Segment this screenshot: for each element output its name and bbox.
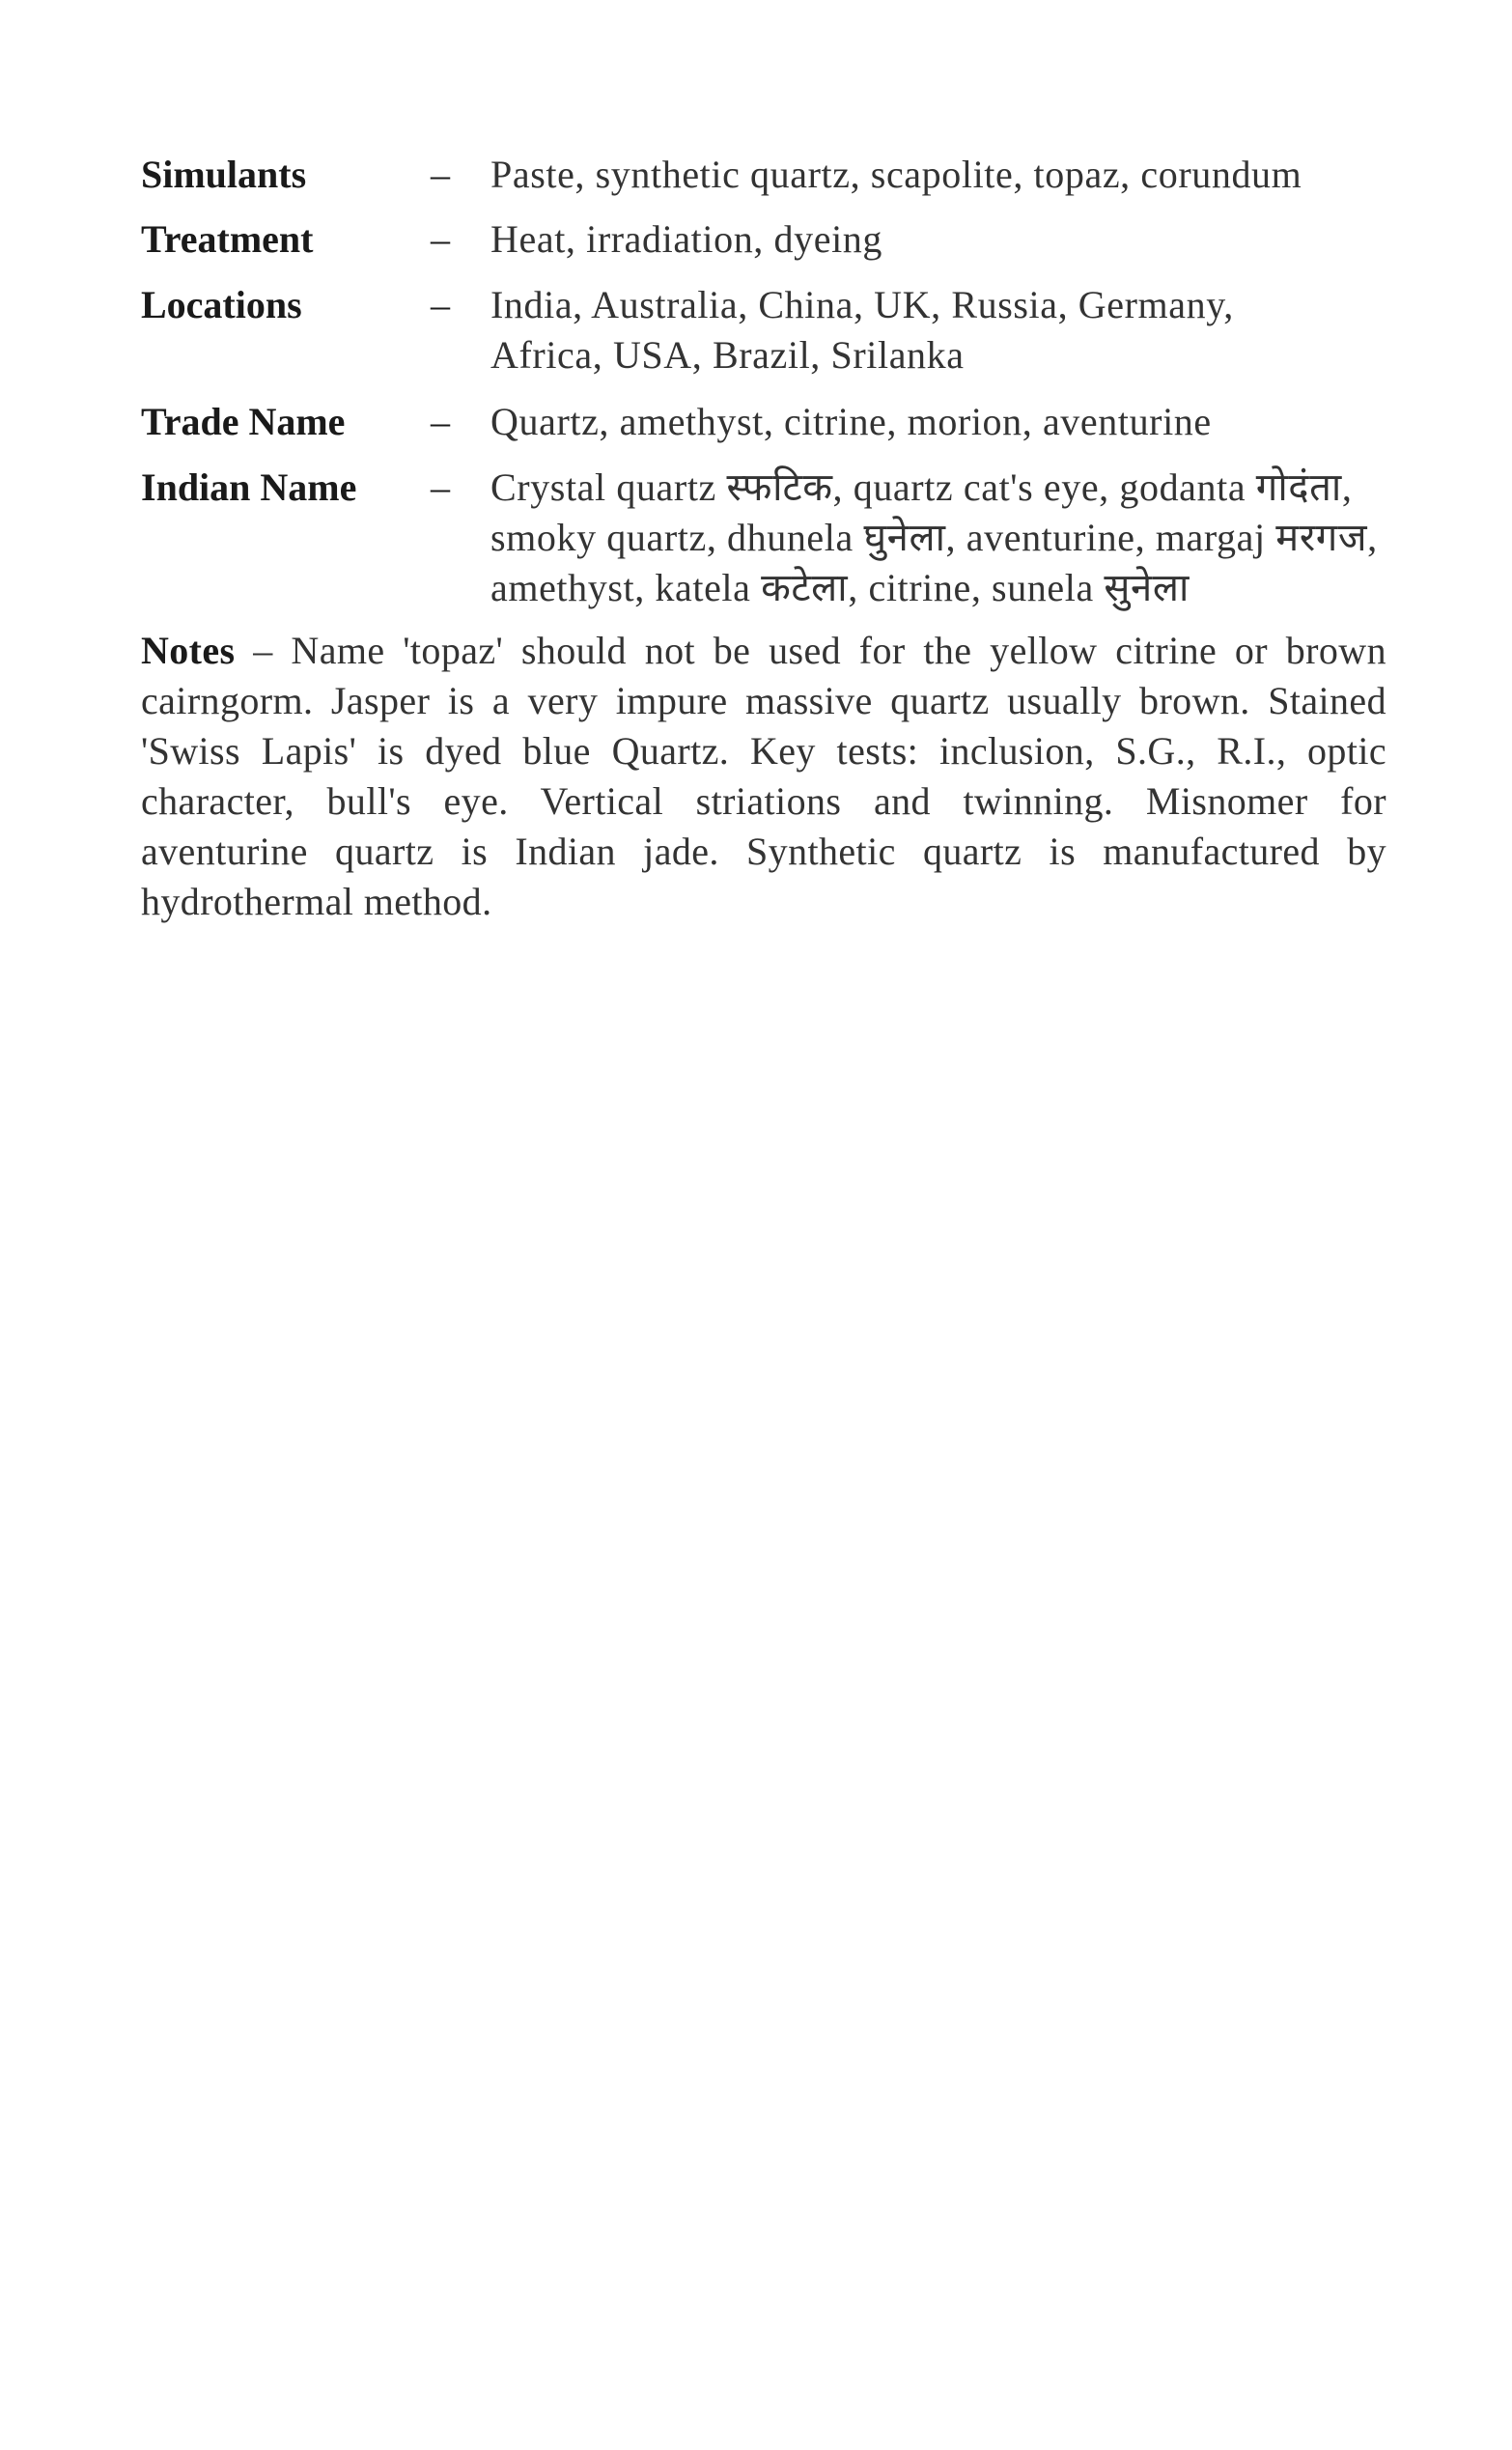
field-value-line: Africa, USA, Brazil, Srilanka [490,333,965,377]
notes-line: cairngorm. Jasper is a very impure massive quartz usually brown. Stained [141,679,1386,722]
notes-line: character, bull's eye. Vertical striations and twinning. Misnomer for [141,779,1386,823]
field-value-line: amethyst, katela कटेला, citrine, sunela सुनेला [490,566,1190,609]
field-value [490,280,1388,380]
field-value [490,397,1388,447]
field-label: Locations [141,283,302,326]
field-value-line: Paste, synthetic quartz, scapolite, topaz, corundum [490,153,1302,196]
field-dash: – [431,465,450,509]
field-dash: – [431,400,450,443]
field-label: Treatment [141,217,314,261]
notes-first-line-text: – Name 'topaz' should not be used for the yellow citrine or brown [235,629,1386,672]
field-value [490,463,1388,613]
field-value-line: Heat, irradiation, dyeing [490,217,882,261]
field-value [490,214,1388,265]
field-dash: – [431,283,450,326]
field-value-line: Quartz, amethyst, citrine, morion, aventurine [490,400,1212,443]
notes-first-line [141,626,1386,676]
notes-label: Notes [141,629,236,672]
field-label: Indian Name [141,465,357,509]
field-value-line: India, Australia, China, UK, Russia, Germany, [490,283,1234,326]
notes-line: aventurine quartz is Indian jade. Synthetic quartz is manufactured by [141,830,1386,873]
field-dash: – [431,153,450,196]
field-label: Trade Name [141,400,346,443]
notes-line: hydrothermal method. [141,880,492,923]
notes-line: 'Swiss Lapis' is dyed blue Quartz. Key tests: inclusion, S.G., R.I., optic [141,729,1386,773]
field-value-line: smoky quartz, dhunela घुनेला, aventurine, margaj मरगज, [490,516,1378,559]
field-value-line: Crystal quartz स्फटिक, quartz cat's eye, godanta गोदंता, [490,465,1353,509]
field-dash: – [431,217,450,261]
notes-paragraph [141,626,1386,927]
field-label: Simulants [141,153,307,196]
field-value [490,150,1388,200]
